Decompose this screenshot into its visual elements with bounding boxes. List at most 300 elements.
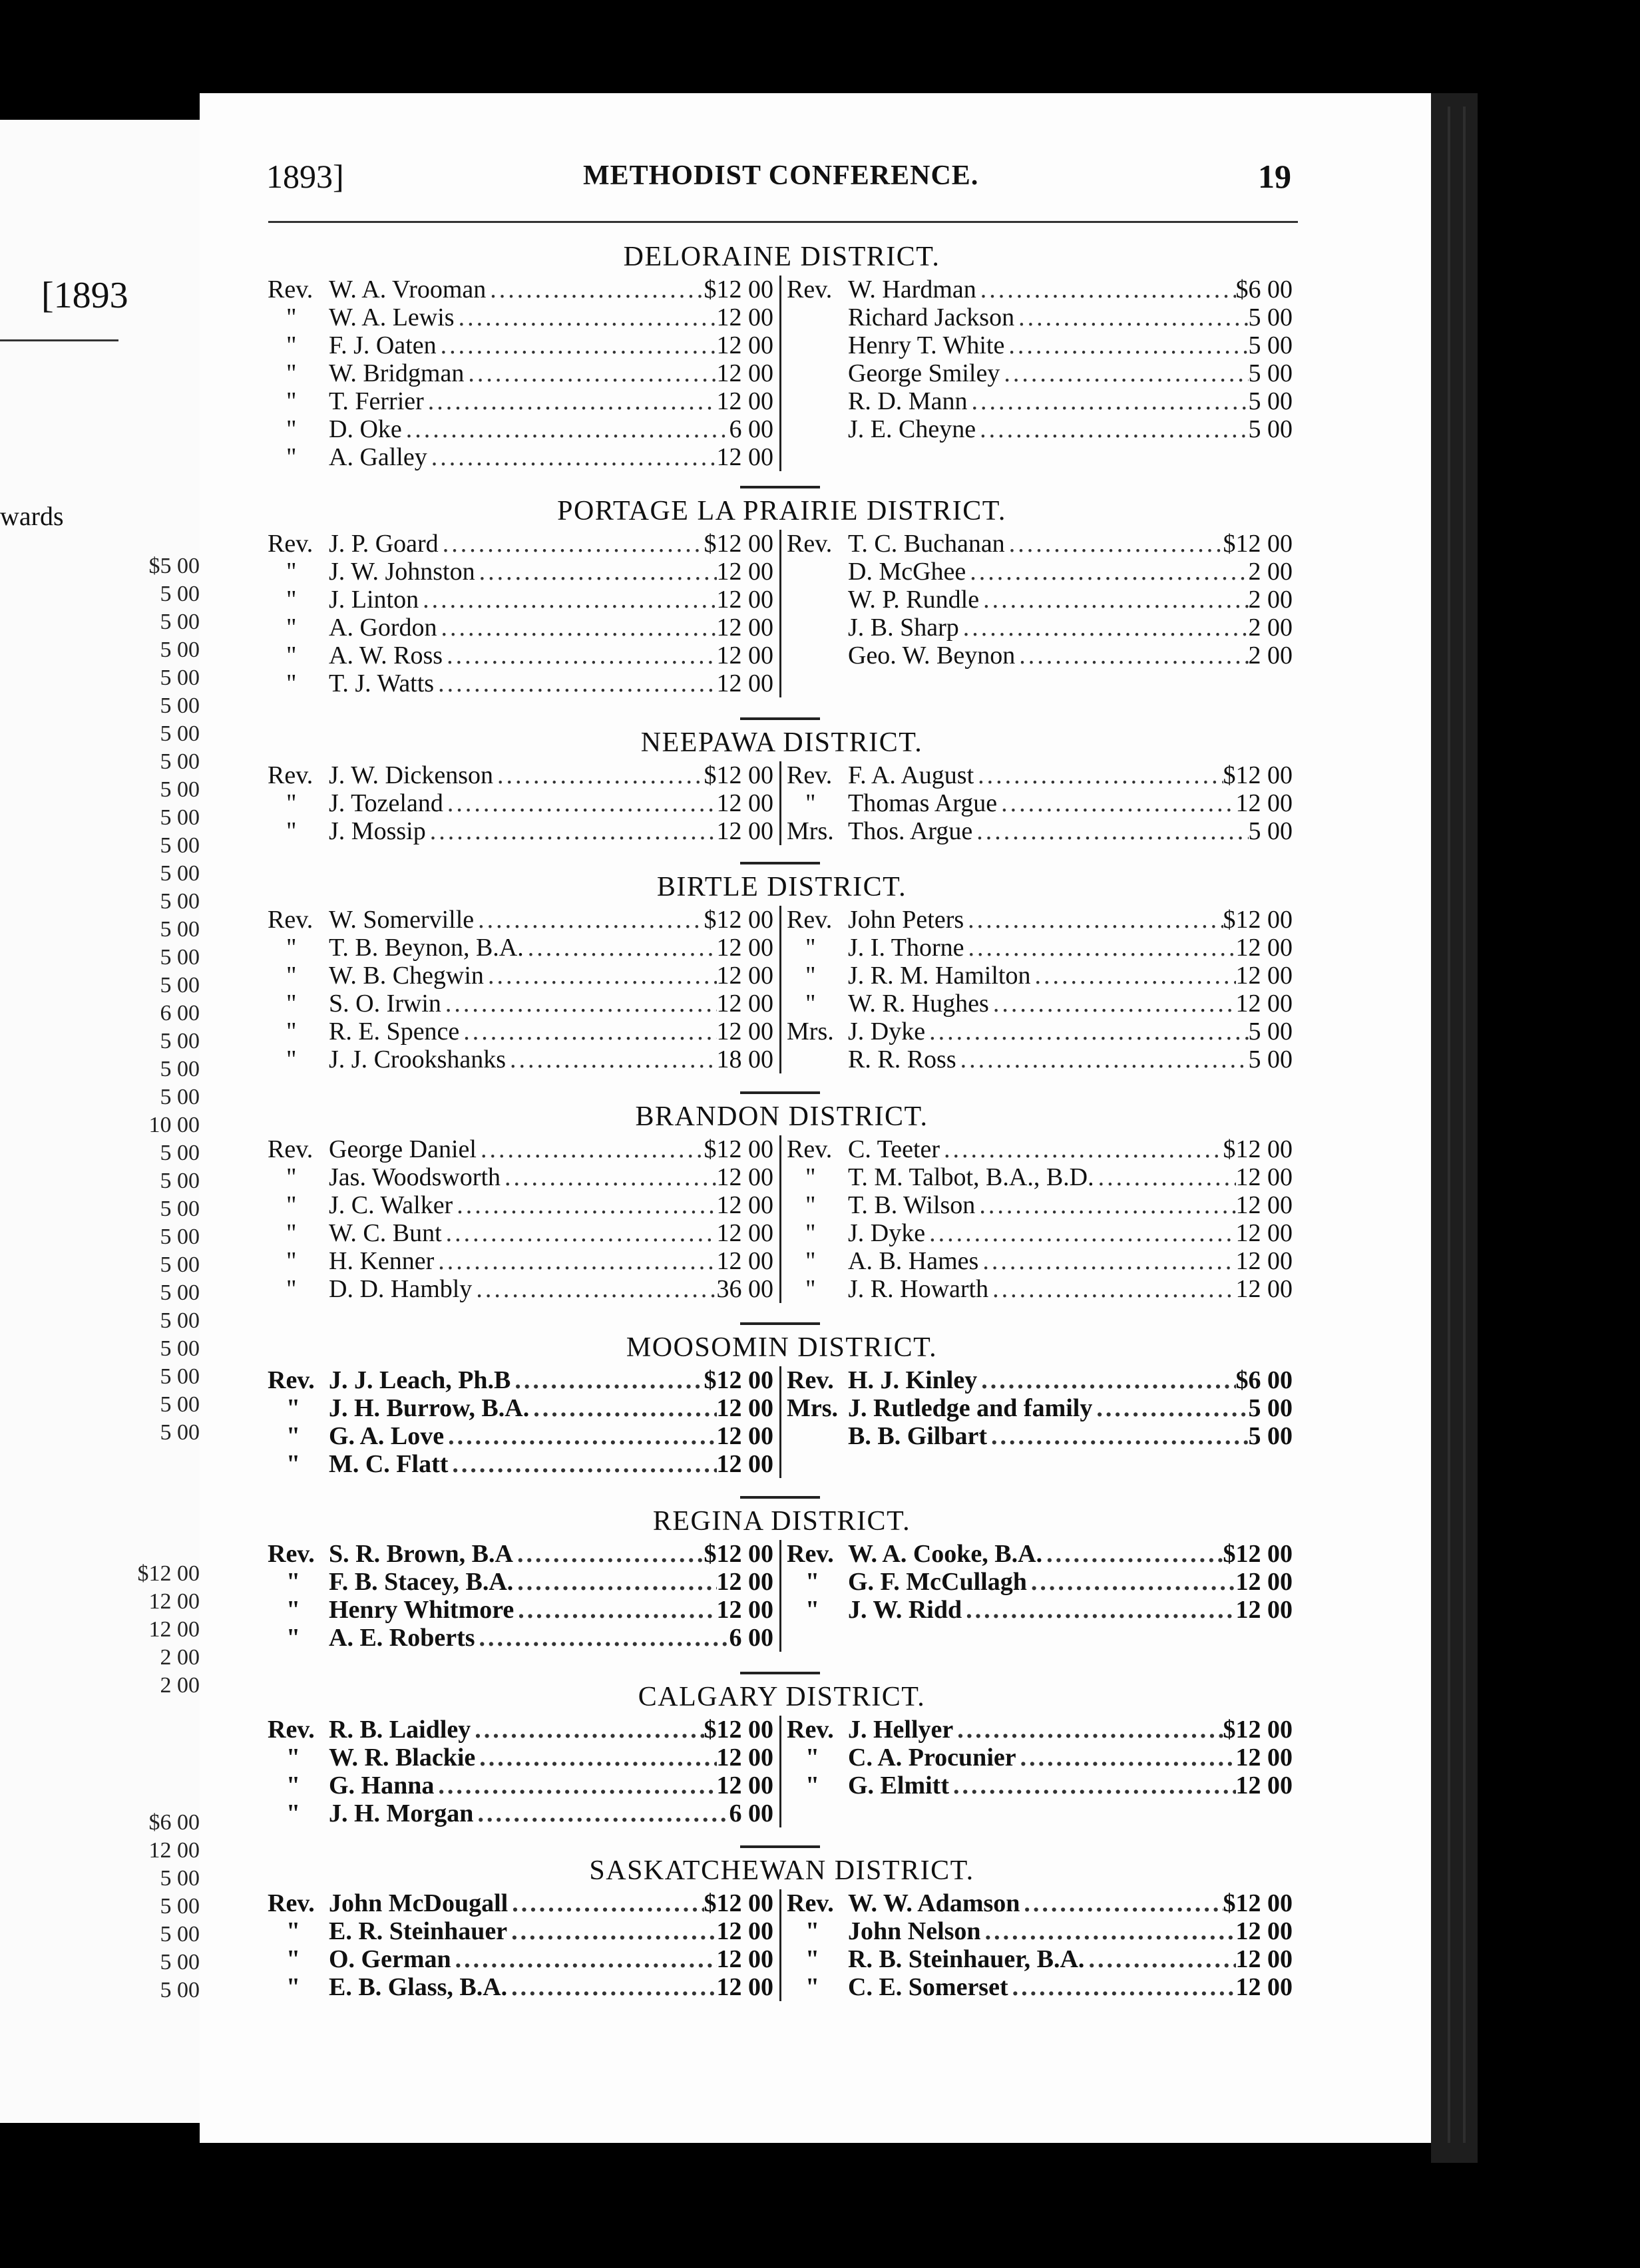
entry-amount: $12 00 xyxy=(704,1366,773,1394)
entry-amount: $12 00 xyxy=(1223,530,1293,558)
subscription-entry xyxy=(268,443,773,471)
previous-page-amount: 5 00 xyxy=(160,1950,200,1975)
entry-amount: 12 00 xyxy=(716,1744,773,1772)
entry-amount: 12 00 xyxy=(716,303,773,331)
entry-title: " xyxy=(286,1450,301,1478)
entry-name: R. R. Ross xyxy=(848,1045,956,1073)
entry-title: " xyxy=(286,1163,297,1191)
entry-name: T. Ferrier xyxy=(329,387,424,415)
entry-name: S. O. Irwin xyxy=(329,990,441,1018)
leader-dots xyxy=(524,934,717,962)
entry-name: Henry T. White xyxy=(848,331,1005,359)
leader-dots xyxy=(974,761,1223,789)
leader-dots xyxy=(977,1366,1235,1394)
entry-title: Rev. xyxy=(787,530,833,558)
leader-dots xyxy=(493,761,704,789)
previous-page-amount: 5 00 xyxy=(160,1169,200,1193)
entry-name: J. J. Crookshanks xyxy=(329,1045,507,1073)
column-divider xyxy=(779,1540,781,1652)
entry-name: J. E. Cheyne xyxy=(848,415,976,443)
entry-amount: 12 00 xyxy=(716,1163,773,1191)
previous-page-amount: 5 00 xyxy=(160,1420,200,1445)
leader-dots xyxy=(989,990,1236,1018)
entry-title: " xyxy=(286,1596,301,1624)
entry-name: J. Dyke xyxy=(848,1018,926,1045)
district-section xyxy=(268,1678,1296,1827)
subscription-entry xyxy=(787,1247,1293,1275)
entry-amount: 5 00 xyxy=(1248,1018,1293,1045)
district-left-column xyxy=(268,1135,773,1303)
entry-title: " xyxy=(805,1247,816,1275)
entry-amount: 18 00 xyxy=(716,1045,773,1073)
subscription-entry xyxy=(787,1394,1293,1422)
subscription-entry xyxy=(268,789,773,817)
entry-amount: 5 00 xyxy=(1248,387,1293,415)
previous-page-amount: 5 00 xyxy=(160,1252,200,1277)
subscription-entry xyxy=(268,303,773,331)
leader-dots xyxy=(443,789,717,817)
entry-title: " xyxy=(286,990,297,1018)
leader-dots xyxy=(402,415,729,443)
entry-amount: $12 00 xyxy=(704,761,773,789)
leader-dots xyxy=(424,387,717,415)
leader-dots xyxy=(437,331,717,359)
subscription-entry xyxy=(268,1540,773,1568)
subscription-entry xyxy=(787,1275,1293,1303)
entry-name: W. C. Bunt xyxy=(329,1219,442,1247)
subscription-entry xyxy=(268,1163,773,1191)
subscription-entry xyxy=(787,359,1293,387)
entry-name: E. R. Steinhauer xyxy=(329,1917,508,1945)
entry-title: " xyxy=(286,1394,301,1422)
entry-name: T. C. Buchanan xyxy=(848,530,1005,558)
subscription-entry xyxy=(787,1716,1293,1744)
leader-dots xyxy=(967,387,1248,415)
previous-page-amount: 5 00 xyxy=(160,1057,200,1081)
subscription-entry xyxy=(787,789,1293,817)
subscription-entry xyxy=(787,1366,1293,1394)
entry-amount: 12 00 xyxy=(716,331,773,359)
leader-dots xyxy=(1005,530,1223,558)
entry-title: " xyxy=(805,1596,820,1624)
entry-title: Mrs. xyxy=(787,817,834,845)
column-divider xyxy=(779,530,781,697)
district-right-column xyxy=(787,1540,1293,1624)
entry-name: W. B. Chegwin xyxy=(329,962,484,990)
entry-amount: 5 00 xyxy=(1248,817,1293,845)
previous-page-amount: 5 00 xyxy=(160,1866,200,1891)
subscription-entry xyxy=(787,1219,1293,1247)
entry-title xyxy=(787,359,848,387)
leader-dots xyxy=(988,1275,1235,1303)
previous-page-amount: 5 00 xyxy=(160,1978,200,2002)
entry-title: " xyxy=(286,303,297,331)
subscription-entry xyxy=(268,669,773,697)
subscription-entry xyxy=(268,614,773,642)
entry-amount: 12 00 xyxy=(716,669,773,697)
subscription-entry xyxy=(787,1945,1293,1973)
leader-dots xyxy=(507,1973,716,2001)
entry-title xyxy=(787,1045,848,1073)
column-divider xyxy=(779,1716,781,1827)
entry-amount: $12 00 xyxy=(704,1540,773,1568)
entry-title: Rev. xyxy=(787,906,833,934)
entry-name: George Daniel xyxy=(329,1135,477,1163)
leader-dots xyxy=(1092,1394,1248,1422)
entry-title: " xyxy=(286,1247,297,1275)
entry-amount: $12 00 xyxy=(1223,1889,1293,1917)
subscription-entry xyxy=(268,934,773,962)
previous-page-amount: 5 00 xyxy=(160,889,200,914)
entry-title: Rev. xyxy=(268,276,313,303)
entry-amount: 12 00 xyxy=(716,789,773,817)
previous-page-amount: 5 00 xyxy=(160,833,200,858)
entry-amount: 12 00 xyxy=(716,614,773,642)
entry-amount: 12 00 xyxy=(716,1191,773,1219)
subscription-entry xyxy=(787,906,1293,934)
entry-name: C. Teeter xyxy=(848,1135,940,1163)
entry-title: " xyxy=(286,1422,301,1450)
district-separator xyxy=(740,717,820,720)
entry-title: " xyxy=(805,962,816,990)
leader-dots xyxy=(472,1275,716,1303)
entry-title: " xyxy=(286,817,297,845)
leader-dots xyxy=(949,1772,1236,1799)
entry-title: " xyxy=(286,789,297,817)
entry-title: Rev. xyxy=(787,1889,834,1917)
entry-title xyxy=(787,1422,848,1450)
leader-dots xyxy=(464,359,716,387)
entry-name: D. McGhee xyxy=(848,558,966,586)
column-divider xyxy=(779,906,781,1073)
previous-page-amount: 5 00 xyxy=(160,1922,200,1947)
previous-page-amount: 5 00 xyxy=(160,1364,200,1389)
column-divider xyxy=(779,276,781,471)
entry-amount: 12 00 xyxy=(716,558,773,586)
entry-amount: 12 00 xyxy=(1235,1596,1293,1624)
entry-title: " xyxy=(286,1945,301,1973)
entry-name: J. H. Morgan xyxy=(329,1799,474,1827)
district-separator xyxy=(740,862,820,864)
leader-dots xyxy=(437,614,717,642)
entry-title: " xyxy=(286,387,297,415)
district-section xyxy=(268,492,1296,697)
district-left-column xyxy=(268,1889,773,2001)
entry-name: G. A. Love xyxy=(329,1422,445,1450)
district-left-column xyxy=(268,761,773,845)
leader-dots xyxy=(514,1596,716,1624)
previous-page-amount: 12 00 xyxy=(148,1617,200,1642)
entry-amount: $12 00 xyxy=(704,906,773,934)
entry-name: J. Linton xyxy=(329,586,419,614)
entry-amount: 12 00 xyxy=(716,962,773,990)
subscription-entry xyxy=(787,1772,1293,1799)
entry-name: T. B. Beynon, B.A. xyxy=(329,934,524,962)
leader-dots xyxy=(956,1045,1249,1073)
entry-name: Jas. Woodsworth xyxy=(329,1163,501,1191)
district-right-column xyxy=(787,276,1293,443)
entry-name: J. W. Johnston xyxy=(329,558,475,586)
entry-title: " xyxy=(805,1568,820,1596)
subscription-entry xyxy=(268,1568,773,1596)
entry-title: Rev. xyxy=(787,1135,833,1163)
subscription-entry xyxy=(787,1045,1293,1073)
entry-amount: $12 00 xyxy=(704,1889,773,1917)
entry-name: W. R. Blackie xyxy=(329,1744,476,1772)
previous-page-amount: 2 00 xyxy=(160,1673,200,1698)
subscription-entry xyxy=(268,1394,773,1422)
entry-title: " xyxy=(286,359,297,387)
entry-amount: 12 00 xyxy=(1235,1917,1293,1945)
leader-dots xyxy=(444,1422,716,1450)
entry-amount: 6 00 xyxy=(729,1799,773,1827)
entry-name: W. Hardman xyxy=(848,276,976,303)
entry-title: Rev. xyxy=(268,1716,315,1744)
leader-dots xyxy=(1042,1540,1223,1568)
leader-dots xyxy=(1008,1973,1236,2001)
entry-amount: 12 00 xyxy=(1235,789,1293,817)
entry-title: Rev. xyxy=(787,1540,834,1568)
subscription-entry xyxy=(787,1744,1293,1772)
entry-name: Henry Whitmore xyxy=(329,1596,514,1624)
previous-page-amount: 10 00 xyxy=(148,1113,200,1137)
subscription-entry xyxy=(268,1018,773,1045)
entry-title: " xyxy=(805,990,816,1018)
leader-dots xyxy=(501,1163,716,1191)
entry-title xyxy=(787,331,848,359)
entry-amount: 5 00 xyxy=(1248,1394,1293,1422)
entry-name: J. P. Goard xyxy=(329,530,439,558)
previous-page-amount: 5 00 xyxy=(160,1225,200,1249)
entry-title: " xyxy=(286,1772,301,1799)
entry-amount: 36 00 xyxy=(716,1275,773,1303)
previous-page-amount: 5 00 xyxy=(160,721,200,746)
entry-amount: 2 00 xyxy=(1248,558,1293,586)
district-separator xyxy=(740,1672,820,1674)
subscription-entry xyxy=(787,990,1293,1018)
leader-dots xyxy=(1094,1163,1236,1191)
entry-title xyxy=(787,642,848,669)
entry-amount: 12 00 xyxy=(1235,990,1293,1018)
subscription-entry xyxy=(268,1772,773,1799)
previous-page-amount: 5 00 xyxy=(160,917,200,942)
entry-amount: 12 00 xyxy=(716,990,773,1018)
entry-amount: 5 00 xyxy=(1248,331,1293,359)
entry-title: " xyxy=(286,1275,297,1303)
subscription-entry xyxy=(268,558,773,586)
subscription-entry xyxy=(787,817,1293,845)
previous-page-amount: 5 00 xyxy=(160,1280,200,1305)
district-left-column xyxy=(268,906,773,1073)
subscription-entry xyxy=(268,1450,773,1478)
entry-title: " xyxy=(286,331,297,359)
entry-title: " xyxy=(286,1624,301,1652)
entry-amount: 12 00 xyxy=(716,1219,773,1247)
entry-amount: 12 00 xyxy=(716,359,773,387)
leader-dots xyxy=(987,1422,1248,1450)
district-section xyxy=(268,238,1296,471)
entry-amount: 12 00 xyxy=(1235,934,1293,962)
subscription-entry xyxy=(268,1247,773,1275)
entry-amount: 12 00 xyxy=(716,1917,773,1945)
entry-name: A. E. Roberts xyxy=(329,1624,475,1652)
entry-name: T. J. Watts xyxy=(329,669,435,697)
subscription-entry xyxy=(268,530,773,558)
running-title: METHODIST CONFERENCE. xyxy=(583,160,979,191)
entry-name: F. J. Oaten xyxy=(329,331,437,359)
entry-title: " xyxy=(286,1018,297,1045)
subscription-entry xyxy=(268,817,773,845)
entry-name: R. B. Steinhauer, B.A. xyxy=(848,1945,1085,1973)
entry-name: J. I. Thorne xyxy=(848,934,964,962)
subscription-entry xyxy=(268,906,773,934)
subscription-entry xyxy=(787,614,1293,642)
entry-title: " xyxy=(286,1744,301,1772)
entry-amount: 6 00 xyxy=(729,1624,773,1652)
entry-title: Rev. xyxy=(268,1135,313,1163)
entry-title: " xyxy=(286,415,297,443)
entry-amount: 12 00 xyxy=(716,1394,773,1422)
entry-amount: 12 00 xyxy=(1235,1772,1293,1799)
district-heading: CALGARY DISTRICT. xyxy=(638,1682,926,1712)
subscription-entry xyxy=(268,1596,773,1624)
entry-name: J. Tozeland xyxy=(329,789,443,817)
subscription-entry xyxy=(268,1973,773,2001)
leader-dots xyxy=(448,1450,716,1478)
subscription-entry xyxy=(268,276,773,303)
entry-title: " xyxy=(286,614,297,642)
previous-page-header: [1893 xyxy=(41,275,128,316)
leader-dots xyxy=(507,1917,716,1945)
subscription-entry xyxy=(268,586,773,614)
previous-page-amount: $5 00 xyxy=(148,554,200,578)
subscription-entry xyxy=(787,586,1293,614)
leader-dots xyxy=(925,1018,1248,1045)
subscription-entry xyxy=(787,761,1293,789)
entry-title: " xyxy=(286,1917,301,1945)
entry-title: " xyxy=(805,934,816,962)
entry-title: " xyxy=(286,586,297,614)
subscription-entry xyxy=(787,1191,1293,1219)
leader-dots xyxy=(426,817,717,845)
subscription-entry xyxy=(268,761,773,789)
subscription-entry xyxy=(268,1219,773,1247)
subscription-entry xyxy=(268,1945,773,1973)
entry-title: " xyxy=(805,1219,816,1247)
entry-name: A. W. Ross xyxy=(329,642,443,669)
subscription-entry xyxy=(268,1799,773,1827)
entry-title: " xyxy=(805,1973,820,2001)
entry-name: T. B. Wilson xyxy=(848,1191,976,1219)
entry-title: " xyxy=(805,1945,820,1973)
entry-title: " xyxy=(286,642,297,669)
entry-amount: 12 00 xyxy=(716,586,773,614)
entry-name: Thomas Argue xyxy=(848,789,998,817)
entry-title: " xyxy=(805,1772,820,1799)
entry-name: O. German xyxy=(329,1945,451,1973)
entry-title: " xyxy=(805,1275,816,1303)
entry-amount: $12 00 xyxy=(704,1716,773,1744)
entry-amount: 12 00 xyxy=(716,1422,773,1450)
page-edge-line xyxy=(1463,106,1466,2143)
subscription-entry xyxy=(787,1568,1293,1596)
leader-dots xyxy=(455,303,717,331)
entry-name: J. H. Burrow, B.A. xyxy=(329,1394,530,1422)
leader-dots xyxy=(443,642,716,669)
previous-page-amount: $6 00 xyxy=(148,1810,200,1835)
leader-dots xyxy=(474,906,704,934)
district-right-column xyxy=(787,761,1293,845)
leader-dots xyxy=(453,1191,716,1219)
entry-name: T. M. Talbot, B.A., B.D. xyxy=(848,1163,1094,1191)
leader-dots xyxy=(975,1191,1235,1219)
entry-name: E. B. Glass, B.A. xyxy=(329,1973,508,2001)
district-section xyxy=(268,1852,1296,2001)
entry-title: Mrs. xyxy=(787,1018,834,1045)
entry-title: " xyxy=(286,1973,301,2001)
entry-amount: 2 00 xyxy=(1248,614,1293,642)
district-heading: NEEPAWA DISTRICT. xyxy=(640,727,923,758)
subscription-entry xyxy=(787,1973,1293,2001)
entry-title xyxy=(787,558,848,586)
entry-name: J. R. M. Hamilton xyxy=(848,962,1031,990)
entry-title xyxy=(787,415,848,443)
leader-dots xyxy=(964,934,1236,962)
previous-page-amount: 5 00 xyxy=(160,1085,200,1109)
district-right-column xyxy=(787,1889,1293,2001)
entry-name: W. A. Lewis xyxy=(329,303,455,331)
subscription-entry xyxy=(787,303,1293,331)
leader-dots xyxy=(508,1889,704,1917)
district-right-column xyxy=(787,1716,1293,1799)
previous-page-fragment: wards xyxy=(0,501,64,531)
entry-amount: 12 00 xyxy=(716,817,773,845)
entry-title: " xyxy=(286,1568,301,1596)
leader-dots xyxy=(439,530,704,558)
previous-page-amount: 5 00 xyxy=(160,1392,200,1417)
previous-page-amount: 2 00 xyxy=(160,1645,200,1670)
entry-title: Rev. xyxy=(268,906,313,934)
subscription-entry xyxy=(268,1889,773,1917)
district-heading: BRANDON DISTRICT. xyxy=(635,1101,928,1132)
previous-page-amount: 5 00 xyxy=(160,610,200,634)
entry-name: J. W. Dickenson xyxy=(329,761,493,789)
subscription-entry xyxy=(787,962,1293,990)
page-edge-strip xyxy=(1431,93,1478,2163)
leader-dots xyxy=(979,586,1248,614)
leader-dots xyxy=(477,1135,704,1163)
page-year: 1893] xyxy=(266,158,344,195)
leader-dots xyxy=(925,1219,1235,1247)
subscription-entry xyxy=(787,415,1293,443)
leader-dots xyxy=(434,669,716,697)
subscription-entry xyxy=(268,1744,773,1772)
previous-page-amount: 5 00 xyxy=(160,1141,200,1165)
leader-dots xyxy=(427,443,717,471)
subscription-entry xyxy=(787,530,1293,558)
leader-dots xyxy=(434,1772,716,1799)
column-divider xyxy=(779,761,781,845)
previous-page-amount: 5 00 xyxy=(160,1894,200,1919)
leader-dots xyxy=(940,1135,1223,1163)
leader-dots xyxy=(962,1596,1235,1624)
entry-title: Rev. xyxy=(268,1540,315,1568)
entry-name: W. A. Cooke, B.A. xyxy=(848,1540,1043,1568)
previous-page-amount: 5 00 xyxy=(160,805,200,830)
entry-amount: 12 00 xyxy=(1235,1163,1293,1191)
entry-name: John Peters xyxy=(848,906,964,934)
entry-title: " xyxy=(286,1219,297,1247)
